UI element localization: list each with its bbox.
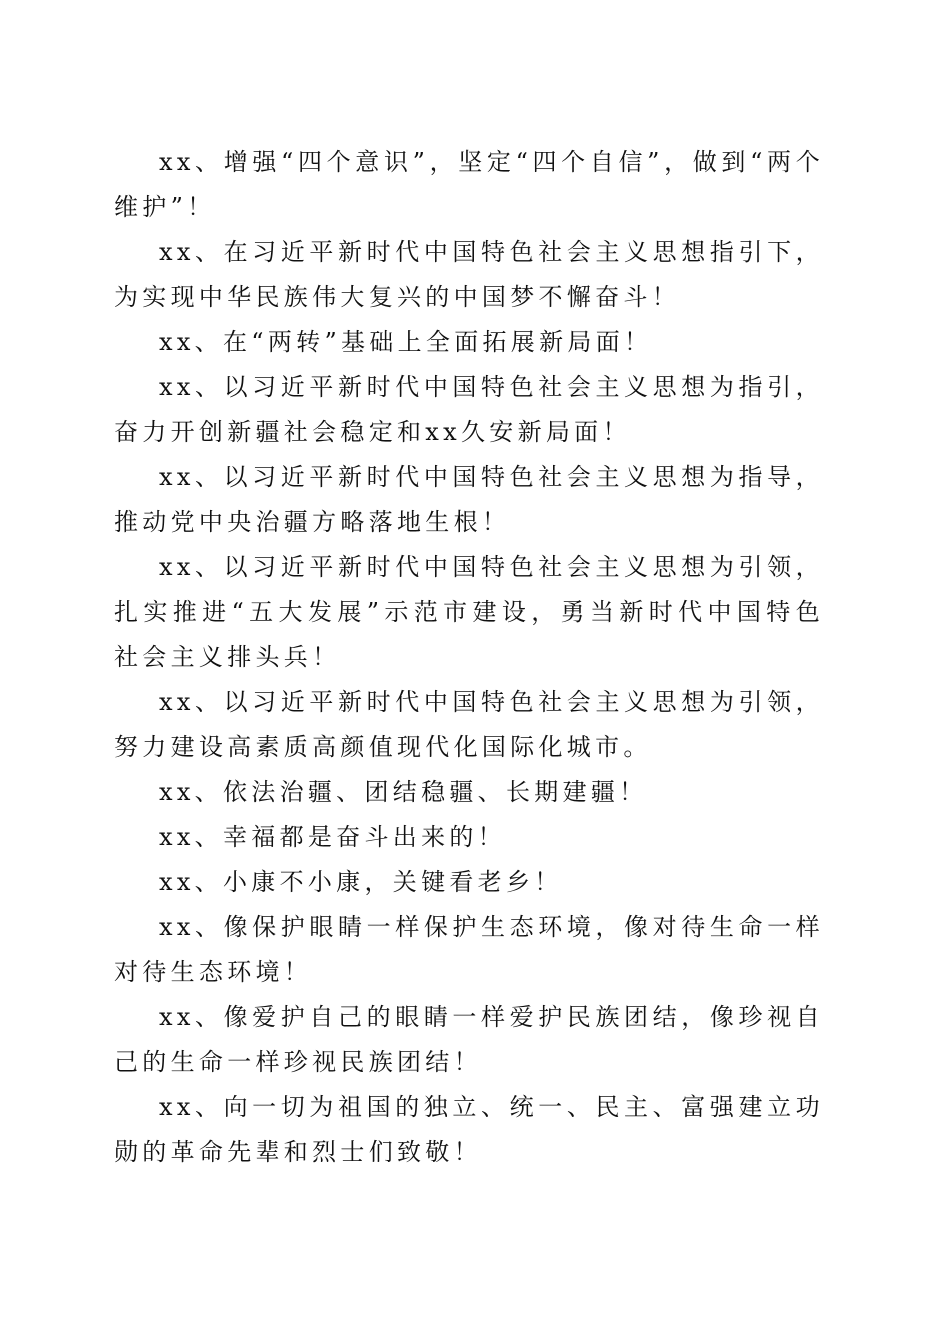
slogan-paragraph: xx、以习近平新时代中国特色社会主义思想为引领，扎实推进“五大发展”示范市建设，勇当新时代中国特色社会主义排头兵！ [114, 553, 824, 671]
slogan-paragraph: xx、像爱护自己的眼睛一样爱护民族团结，像珍视自己的生命一样珍视民族团结！ [114, 1003, 824, 1076]
slogan-paragraph: xx、依法治疆、团结稳疆、长期建疆！ [159, 778, 648, 806]
document-body [114, 140, 824, 1175]
slogan-paragraph: xx、以习近平新时代中国特色社会主义思想为引领，努力建设高素质高颜值现代化国际化城市。 [114, 688, 824, 761]
slogan-paragraph: xx、幸福都是奋斗出来的！ [159, 823, 506, 851]
slogan-paragraph: xx、小康不小康，关键看老乡！ [159, 868, 563, 896]
slogan-paragraph: xx、像保护眼睛一样保护生态环境，像对待生命一样对待生态环境！ [114, 913, 824, 986]
slogan-paragraph: xx、在习近平新时代中国特色社会主义思想指引下，为实现中华民族伟大复兴的中国梦不懈奋斗！ [114, 238, 824, 311]
slogan-paragraph: xx、在“两转”基础上全面拓展新局面！ [159, 328, 653, 356]
slogan-paragraph: xx、增强“四个意识”，坚定“四个自信”，做到“两个维护”！ [114, 148, 824, 221]
slogan-paragraph: xx、以习近平新时代中国特色社会主义思想为指导，推动党中央治疆方略落地生根！ [114, 463, 824, 536]
slogan-paragraph: xx、以习近平新时代中国特色社会主义思想为指引，奋力开创新疆社会稳定和xx久安新局面！ [114, 373, 824, 446]
slogan-paragraph: xx、向一切为祖国的独立、统一、民主、富强建立功勋的革命先辈和烈士们致敬！ [114, 1093, 824, 1166]
